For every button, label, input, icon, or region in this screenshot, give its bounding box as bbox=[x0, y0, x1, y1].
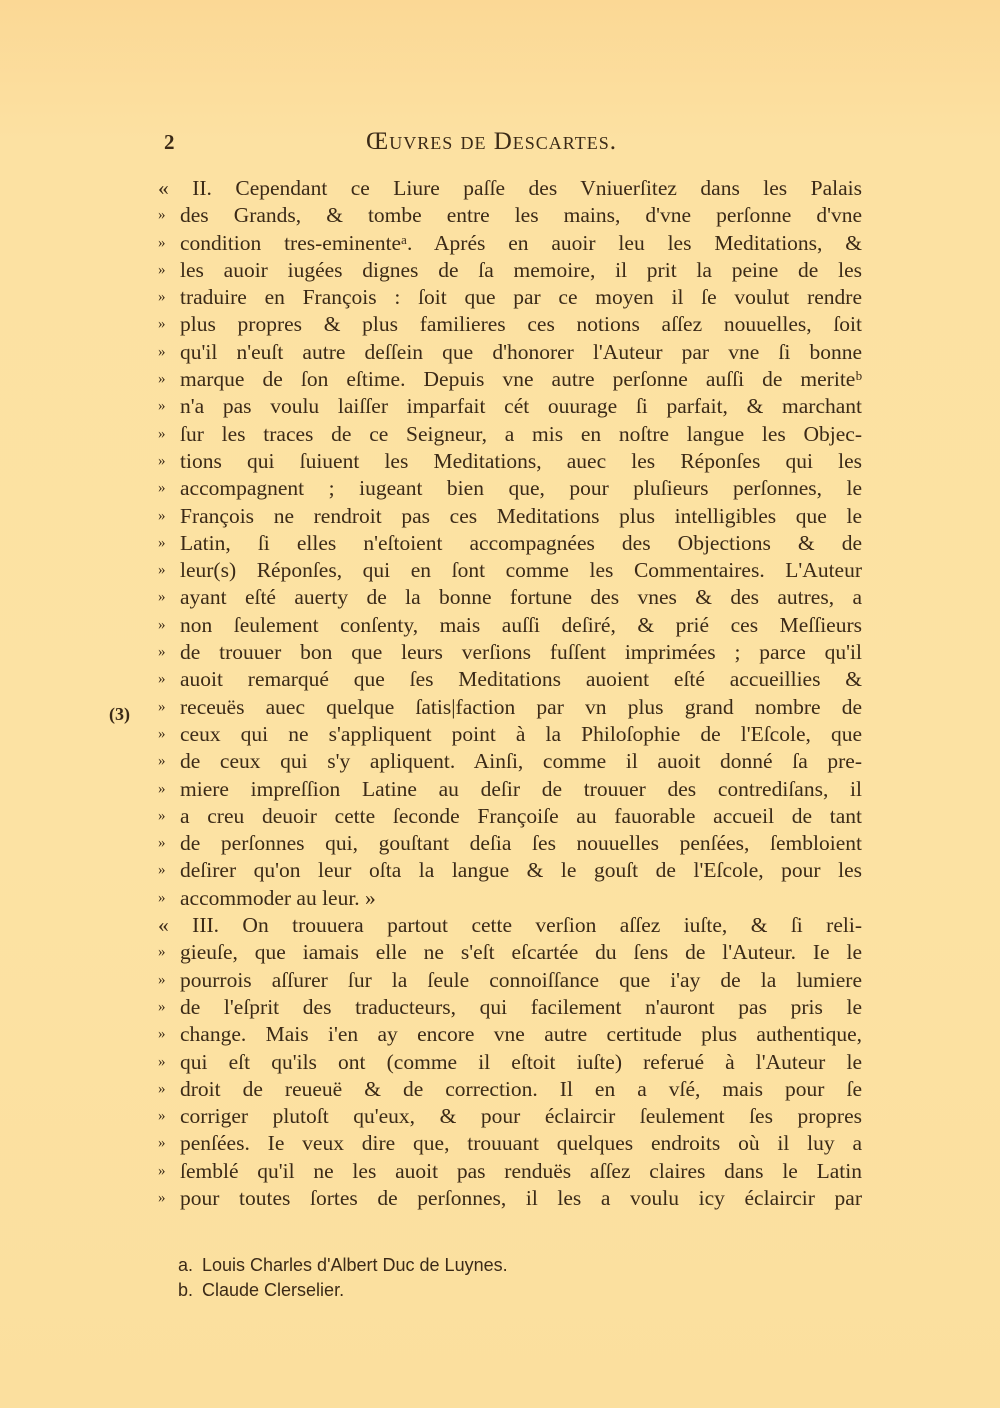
text-line bbox=[158, 1076, 862, 1103]
line-text: qu'il n'euſt autre deſſein que d'honorer l'Auteur par vne ſi bonne bbox=[180, 339, 862, 364]
line-text: condition tres-eminenteᵃ. Aprés en auoir leu les Meditations, & bbox=[180, 230, 862, 255]
text-line bbox=[158, 584, 862, 611]
text-line bbox=[158, 1130, 862, 1157]
quote-mark: » bbox=[158, 1053, 166, 1070]
line-text: gieuſe, que iamais elle ne s'eſt eſcartée du ſens de l'Auteur. Ie le bbox=[180, 940, 862, 965]
text-line bbox=[158, 776, 862, 803]
footnotes bbox=[178, 1253, 508, 1303]
footnote-text: Louis Charles d'Albert Duc de Luynes. bbox=[202, 1255, 508, 1275]
line-text: leur(s) Réponſes, qui en ſont comme les Commentaires. L'Auteur bbox=[180, 558, 862, 583]
text-line bbox=[158, 257, 862, 284]
quote-mark: » bbox=[158, 698, 166, 715]
line-text: « II. Cependant ce Liure paſſe des Vniuerſitez dans les Palais bbox=[158, 176, 862, 200]
line-text: receuës auec quelque ſatis|faction par vn plus grand nombre de bbox=[180, 694, 862, 719]
text-line bbox=[158, 857, 862, 884]
line-text: les auoir iugées dignes de ſa memoire, il prit la peine de les bbox=[180, 257, 862, 282]
line-text: qui eſt qu'ils ont (comme il eſtoit iuſte) referué à l'Auteur le bbox=[180, 1049, 862, 1074]
quote-mark: » bbox=[158, 807, 166, 824]
text-line bbox=[158, 830, 862, 857]
quote-mark: » bbox=[158, 316, 166, 333]
line-text: miere impreſſion Latine au deſir de trouuer des contrediſans, il bbox=[180, 776, 862, 801]
line-text: accommoder au leur. » bbox=[180, 885, 376, 910]
line-text: traduire en François : ſoit que par ce moyen il ſe voulut rendre bbox=[180, 285, 862, 310]
text-line bbox=[158, 912, 862, 939]
footnote-mark: a. bbox=[178, 1255, 194, 1275]
text-line bbox=[158, 639, 862, 666]
line-text: ceux qui ne s'appliquent point à la Philoſophie de l'Eſcole, que bbox=[180, 721, 862, 746]
text-line bbox=[158, 311, 862, 338]
quote-mark: » bbox=[158, 725, 166, 742]
text-line bbox=[158, 612, 862, 639]
text-line bbox=[158, 1185, 862, 1212]
text-line bbox=[158, 1021, 862, 1048]
line-text: penſées. Ie veux dire que, trouuant quelques endroits où il luy a bbox=[180, 1131, 862, 1156]
line-text: tions qui ſuiuent les Meditations, auec les Réponſes qui les bbox=[180, 448, 862, 473]
line-text: pourrois aſſurer ſur la ſeule connoiſſance que i'ay de la lumiere bbox=[180, 967, 862, 992]
quote-mark: » bbox=[158, 343, 166, 360]
footnote bbox=[178, 1253, 508, 1278]
quote-mark: » bbox=[158, 261, 166, 278]
quote-mark: » bbox=[158, 452, 166, 469]
footnote-mark: b. bbox=[178, 1280, 194, 1300]
quote-mark: » bbox=[158, 234, 166, 251]
quote-mark: » bbox=[158, 289, 166, 306]
text-line bbox=[158, 393, 862, 420]
text-line bbox=[158, 230, 862, 257]
line-text: François ne rendroit pas ces Meditations plus intelligibles que le bbox=[180, 503, 862, 528]
text-line bbox=[158, 885, 862, 912]
text-line bbox=[158, 530, 862, 557]
line-text: deſirer qu'on leur oſta la langue & le gouſt de l'Eſcole, pour les bbox=[180, 858, 862, 883]
quote-mark: » bbox=[158, 780, 166, 797]
text-line bbox=[158, 1158, 862, 1185]
text-line bbox=[158, 503, 862, 530]
text-line bbox=[158, 748, 862, 775]
text-line bbox=[158, 939, 862, 966]
text-line bbox=[158, 339, 862, 366]
line-text: droit de reueuë & de correction. Il en a vſé, mais pour ſe bbox=[180, 1076, 862, 1101]
text-line bbox=[158, 448, 862, 475]
quote-mark: » bbox=[158, 998, 166, 1015]
line-text: Latin, ſi elles n'eſtoient accompagnées des Objections & de bbox=[180, 530, 862, 555]
line-text: a creu deuoir cette ſeconde Françoiſe au fauorable accueil de tant bbox=[180, 803, 862, 828]
margin-page-reference: (3) bbox=[109, 704, 130, 724]
quote-mark: » bbox=[158, 534, 166, 551]
text-line bbox=[158, 284, 862, 311]
line-text: des Grands, & tombe entre les mains, d'vne perſonne d'vne bbox=[180, 203, 862, 228]
text-line bbox=[158, 202, 862, 229]
line-text: ſemblé qu'il ne les auoit pas renduës aſſez claires dans le Latin bbox=[180, 1158, 862, 1183]
quote-mark: » bbox=[158, 671, 166, 688]
text-line bbox=[158, 421, 862, 448]
quote-mark: » bbox=[158, 644, 166, 661]
quote-mark: » bbox=[158, 889, 166, 906]
text-line bbox=[158, 175, 862, 202]
text-line bbox=[158, 1049, 862, 1076]
text-line bbox=[158, 475, 862, 502]
line-text: ayant eſté auerty de la bonne fortune des vnes & des autres, a bbox=[180, 585, 862, 610]
quote-mark: » bbox=[158, 480, 166, 497]
quote-mark: » bbox=[158, 862, 166, 879]
text-line bbox=[158, 1103, 862, 1130]
quote-mark: » bbox=[158, 507, 166, 524]
text-line bbox=[158, 994, 862, 1021]
line-text: corriger plutoſt qu'eux, & pour éclaircir ſeulement ſes propres bbox=[180, 1104, 862, 1129]
line-text: de ceux qui s'y apliquent. Ainſi, comme il auoit donné ſa pre- bbox=[180, 749, 862, 774]
line-text: pour toutes ſortes de perſonnes, il les a voulu icy éclaircir par bbox=[180, 1185, 862, 1210]
running-head bbox=[160, 128, 860, 160]
quote-mark: » bbox=[158, 1108, 166, 1125]
quote-mark: » bbox=[158, 1026, 166, 1043]
line-text: n'a pas voulu laiſſer imparfait cét ouurage ſi parfait, & marchant bbox=[180, 394, 862, 419]
text-line bbox=[158, 694, 862, 721]
running-title: Œuvres de Descartes. bbox=[366, 128, 617, 155]
quote-mark: » bbox=[158, 589, 166, 606]
quote-mark: » bbox=[158, 944, 166, 961]
line-text: non ſeulement conſenty, mais auſſi deſiré, & prié ces Meſſieurs bbox=[180, 612, 862, 637]
quote-mark: » bbox=[158, 562, 166, 579]
footnote bbox=[178, 1278, 508, 1303]
line-text: change. Mais i'en ay encore vne autre certitude plus authentique, bbox=[180, 1022, 862, 1047]
line-text: de perſonnes qui, gouſtant deſia ſes nouuelles penſées, ſembloient bbox=[180, 831, 862, 856]
line-text: de trouuer bon que leurs verſions fuſſent imprimées ; parce qu'il bbox=[180, 640, 862, 665]
line-text: accompagnent ; iugeant bien que, pour pluſieurs perſonnes, le bbox=[180, 476, 862, 501]
line-text: plus propres & plus familieres ces notions aſſez nouuelles, ſoit bbox=[180, 312, 862, 337]
line-text: marque de ſon eſtime. Depuis vne autre perſonne auſſi de meriteᵇ bbox=[180, 367, 862, 392]
text-line bbox=[158, 967, 862, 994]
quote-mark: » bbox=[158, 371, 166, 388]
quote-mark: » bbox=[158, 1135, 166, 1152]
quote-mark: » bbox=[158, 616, 166, 633]
quote-mark: » bbox=[158, 207, 166, 224]
quote-mark: » bbox=[158, 1162, 166, 1179]
text-line bbox=[158, 721, 862, 748]
quote-mark: » bbox=[158, 425, 166, 442]
text-line bbox=[158, 803, 862, 830]
text-line bbox=[158, 557, 862, 584]
quote-mark: » bbox=[158, 971, 166, 988]
line-text: auoit remarqué que ſes Meditations auoient eſté accueillies & bbox=[180, 667, 862, 692]
quote-mark: » bbox=[158, 835, 166, 852]
text-line bbox=[158, 666, 862, 693]
text-line bbox=[158, 366, 862, 393]
line-text: « III. On trouuera partout cette verſion aſſez iuſte, & ſi reli- bbox=[158, 913, 862, 938]
quote-mark: » bbox=[158, 753, 166, 770]
line-text: ſur les traces de ce Seigneur, a mis en noſtre langue les Objec- bbox=[180, 421, 862, 446]
quote-mark: » bbox=[158, 398, 166, 415]
footnote-text: Claude Clerselier. bbox=[202, 1280, 345, 1300]
body-text bbox=[158, 175, 862, 1212]
page-number: 2 bbox=[164, 130, 175, 154]
quote-mark: » bbox=[158, 1080, 166, 1097]
quote-mark: » bbox=[158, 1189, 166, 1206]
line-text: de l'eſprit des traducteurs, qui facilement n'auront pas pris le bbox=[180, 994, 862, 1019]
